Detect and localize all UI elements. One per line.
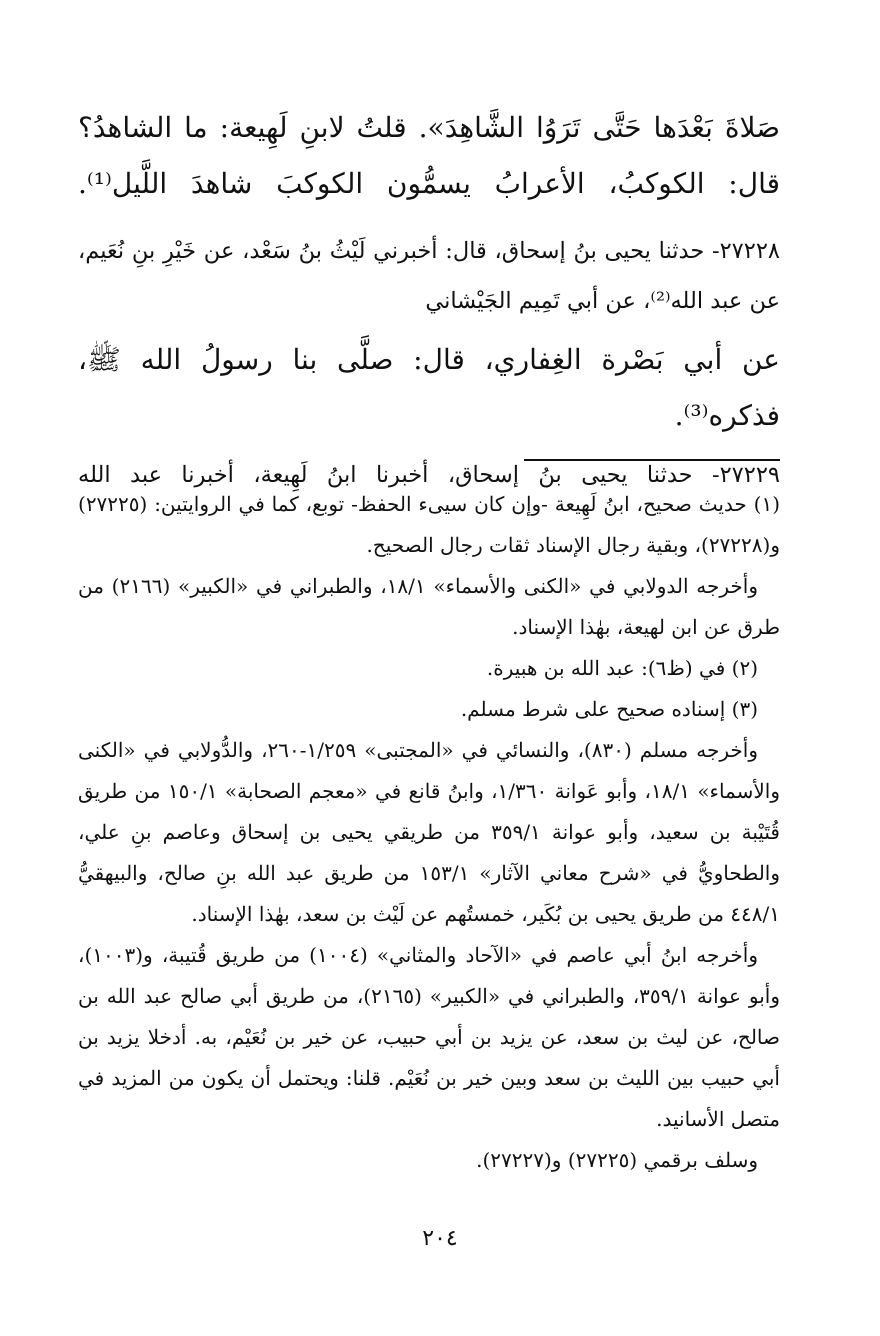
footnote-3-continued-3: وسلف برقمي (٢٧٢٢٥) و(٢٧٢٢٧).: [476, 1148, 758, 1172]
main-paragraph-1: صَلاةَ بَعْدَها حَتَّى تَرَوُا الشَّاهِدَ». قلتُ لابنِ لَهِيعة: ما الشاهدُ؟ قال: الكوكبُ، الأعرابُ يسمُّون الكوكبَ شاهدَ اللَّيل⁽¹⁾.: [78, 111, 780, 200]
main-text: [78, 100, 780, 500]
footnote-1: (١) حديث صحيح، ابنُ لَهِيعة -وإن كان سيىء الحفظ- توبع، كما في الروايتين: (٢٧٢٢٥) و(٢٧٢٢٨)، وبقية رجال الإسناد ثقات رجال الصحيح.: [78, 492, 780, 557]
footnote-1-continued: وأخرجه الدولابي في «الكنى والأسماء» ١٨/١، والطبراني في «الكبير» (٢١٦٦) من طرق عن ابن لهيعة، بهٰذا الإسناد.: [78, 574, 780, 639]
footnotes: [78, 484, 780, 1181]
main-paragraph-3: عن أبي بَصْرة الغِفاري، قال: صلَّى بنا رسولُ الله ﷺ، فذكره⁽³⁾.: [78, 343, 780, 432]
page-number: ٢٠٤: [422, 1226, 458, 1251]
footnote-3: (٣) إسناده صحيح على شرط مسلم.: [460, 697, 758, 721]
hadith-27229: ٢٧٢٢٩- حدثنا يحيى بنُ إسحاق، أخبرنا ابنُ لَهِيعة، أخبرنا عبد الله: [78, 462, 780, 488]
footnote-3-continued-1: وأخرجه مسلم (٨٣٠)، والنسائي في «المجتبى» ١/٢٥٩-٢٦٠، والدُّولابي في «الكنى والأسماء» ١٨/١، وأبو عَوانة ١/٣٦٠، وابنُ قانع في «معجم الصحابة» ١٥٠/١ من طريق قُتَيْبة بن سعيد، وأبو عوانة ٣٥٩/١ من طريقي يحيى بن إسحاق وعاصم بنِ علي، والطحاويُّ في «شرح معاني الآثار» ١٥٣/١ من طريق عبد الله بنِ صالح، والبيهقيُّ ٤٤٨/١ من طريق يحيى بن بُكَير، خمستُهم عن لَيْث بن سعد، بهٰذا الإسناد.: [78, 738, 781, 926]
footnote-3-continued-2: وأخرجه ابنُ أبي عاصم في «الآحاد والمثاني» (١٠٠٤) من طريق قُتيبة، و(١٠٠٣)، وأبو عوانة ٣٥٩/١، والطبراني في «الكبير» (٢١٦٥)، من طريق أبي صالح عبد الله بن صالح، عن ليث بن سعد، عن يزيد بن أبي حبيب، عن خير بن نُعَيْم، به. أدخلا يزيد بن أبي حبيب بين الليث بن سعد وبين خير بن نُعَيْم. قلنا: ويحتمل أن يكون من المزيد في متصل الأسانيد.: [78, 943, 780, 1131]
footnote-2: (٢) في (ظ٦): عبد الله بن هبيرة.: [486, 656, 758, 680]
hadith-27228: ٢٧٢٢٨- حدثنا يحيى بنُ إسحاق، قال: أخبرني لَيْثُ بنُ سَعْد، عن خَيْرِ بنِ نُعَيم، عن عبد الله⁽²⁾، عن أبي تَمِيم الجَيْشاني: [78, 238, 780, 314]
footnote-separator: [524, 459, 780, 461]
